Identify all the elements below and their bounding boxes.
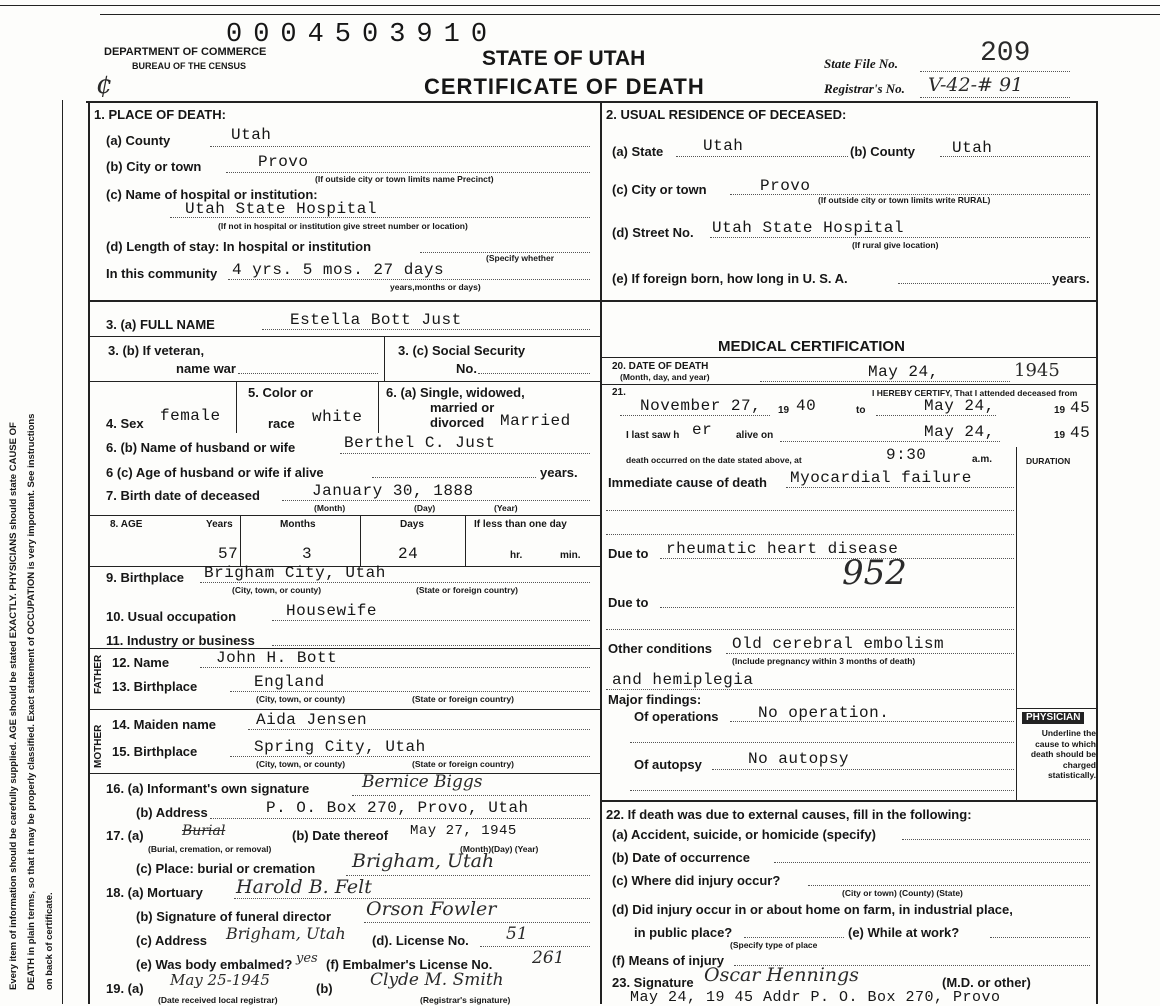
attended-from: November 27, [640, 397, 762, 415]
mother-name-line [248, 729, 590, 730]
license-label: (d). License No. [372, 933, 469, 948]
father-state-note: (State or foreign country) [412, 694, 515, 704]
res-street-note: (If rural give location) [852, 240, 939, 250]
community-length: 4 yrs. 5 mos. 27 days [232, 261, 445, 279]
birth-date-line [282, 500, 590, 501]
mother-birthplace: Spring City, Utah [254, 738, 426, 756]
operations: No operation. [758, 704, 890, 722]
ssn-line [478, 373, 590, 374]
place-heading: 1. PLACE OF DEATH: [94, 107, 226, 122]
mother-name-label: 14. Maiden name [112, 717, 217, 732]
external-e-line [990, 937, 1090, 938]
medical-heading-bottom [600, 357, 1096, 358]
major-findings-label: Major findings: [608, 692, 702, 707]
burial-note: (Burial, cremation, or removal) [148, 844, 272, 854]
father-name-line [200, 667, 590, 668]
mother-maiden-name: Aida Jensen [256, 711, 368, 729]
last-year: 45 [1070, 424, 1091, 442]
received-note: (Date received local registrar) [158, 995, 278, 1005]
age-box-top [88, 515, 600, 516]
father-birthplace-label: 13. Birthplace [112, 679, 198, 694]
mother-birth-line [230, 756, 590, 757]
informant-address-label: (b) Address [136, 805, 208, 820]
from-year-prefix: 19 [778, 405, 790, 416]
birthplace-state-note: (State or foreign country) [416, 585, 519, 595]
birth-year-note: (Year) [494, 503, 518, 513]
marital-status: Married [500, 412, 571, 430]
duration-label: DURATION [1026, 456, 1071, 466]
external-d2: in public place? [634, 925, 733, 940]
res-state-line [676, 156, 848, 157]
license-number: 51 [506, 924, 528, 944]
age-div-2 [360, 515, 361, 566]
burial-num: 17. (a) [106, 828, 144, 843]
registrar-number: V-42-# 91 [928, 74, 1024, 96]
occurred-label: death occurred on the date stated above, at [626, 455, 802, 465]
signature-date-address: May 24, 19 45 Addr P. O. Box 270, Provo [630, 989, 1001, 1006]
color-label: 5. Color or [248, 385, 314, 400]
external-b-line [774, 862, 1090, 863]
due-to-2-line [660, 607, 1014, 608]
veteran-row-divider [88, 381, 600, 382]
race: white [312, 408, 363, 426]
age-days: 24 [398, 545, 419, 563]
father-birth-line [230, 691, 590, 692]
state-title: STATE OF UTAH [482, 47, 646, 70]
operations-line-2 [630, 742, 1014, 743]
registrar-line [920, 97, 1070, 98]
ssn-no-label: No. [456, 361, 477, 376]
external-c-note: (City or town) (County) (State) [842, 888, 963, 898]
external-d2-line [744, 937, 844, 938]
registrar-label: Registrar's No. [824, 81, 905, 96]
section-divider-1 [88, 300, 1096, 302]
physician-signature: Oscar Hennings [704, 964, 859, 986]
res-state: Utah [703, 137, 744, 155]
war-label: name war [176, 361, 236, 376]
hospital-note: (If not in hospital or institution give street number or location) [218, 221, 468, 231]
form-right-border [1096, 101, 1098, 1004]
serial-number: 0004503910 [226, 20, 499, 50]
marital-label-1: 6. (a) Single, widowed, [386, 385, 525, 400]
external-a-line [902, 839, 1090, 840]
external-c: (c) Where did injury occur? [612, 873, 781, 888]
margin-border [62, 100, 63, 1004]
last-saw-date: May 24, [924, 423, 995, 441]
res-city-label: (c) City or town [612, 182, 707, 197]
immediate-line [786, 487, 1014, 488]
license-line [480, 946, 590, 947]
occupation-label: 10. Usual occupation [106, 609, 237, 624]
physician-heading: PHYSICIAN [1022, 712, 1084, 724]
funeral-director-signature: Orson Fowler [366, 898, 497, 920]
attended-to-line [876, 415, 996, 416]
sex-label: 4. Sex [106, 416, 144, 431]
birth-month-note: (Month) [314, 503, 346, 513]
alive-label: alive on [736, 430, 774, 441]
spouse-name: Berthel C. Just [344, 434, 496, 452]
burial-date-note: (Month)(Day) (Year) [460, 844, 539, 854]
signature-suffix: (M.D. or other) [942, 975, 1031, 990]
industry-label: 11. Industry or business [106, 633, 255, 648]
informant-address-line [210, 818, 590, 819]
due-to-2-label: Due to [608, 595, 649, 610]
birthplace-city-note: (City, town, or county) [232, 585, 322, 595]
burial-date-label: (b) Date thereof [292, 828, 389, 843]
autopsy-line [712, 769, 1014, 770]
registrar-b-label: (b) [316, 981, 333, 996]
death-date: May 24, [868, 363, 939, 381]
external-divider [600, 800, 1096, 802]
place-city-label: (b) City or town [106, 159, 202, 174]
state-file-line [920, 71, 1070, 72]
registrar-note: (Registrar's signature) [420, 995, 511, 1005]
community-label: In this community [106, 266, 218, 281]
hr-label: hr. [510, 550, 523, 561]
external-b: (b) Date of occurrence [612, 850, 750, 865]
top-border [0, 5, 1160, 6]
physician-box-top [1016, 708, 1096, 709]
immediate-cause-label: Immediate cause of death [608, 475, 767, 490]
marital-label-2: married or [430, 400, 495, 415]
sex: female [160, 407, 221, 425]
birth-date: January 30, 1888 [312, 482, 474, 500]
parents-bottom [88, 773, 600, 774]
race-label: race [268, 416, 295, 431]
embalmed: yes [296, 951, 318, 966]
father-name-label: 12. Name [112, 655, 170, 670]
burial-place-line [346, 875, 590, 876]
father-city-note: (City, town, or county) [256, 694, 346, 704]
hospital-name: Utah State Hospital [185, 200, 377, 218]
hospital-label: (c) Name of hospital or institution: [106, 187, 318, 202]
top-border-2 [100, 14, 1160, 15]
attended-from-line [620, 415, 770, 416]
immediate-line-3 [606, 534, 1014, 535]
due-to-2-line-2 [606, 629, 1014, 630]
last-saw-line [780, 441, 1000, 442]
medical-heading: MEDICAL CERTIFICATION [718, 338, 905, 355]
cent-mark: ¢ [96, 70, 113, 100]
other-conditions-2: and hemiplegia [612, 671, 754, 689]
age-div-3 [465, 515, 466, 566]
informant-sig-label: 16. (a) Informant's own signature [106, 781, 310, 796]
external-d: (d) Did injury occur in or about home on farm, in industrial place, [612, 902, 1013, 917]
place-county-line [210, 146, 590, 147]
birthplace-line [200, 582, 590, 583]
place-county-label: (a) County [106, 133, 171, 148]
director-line [364, 922, 590, 923]
external-c-line [808, 885, 1090, 886]
department-label: DEPARTMENT OF COMMERCE [104, 46, 267, 58]
min-label: min. [560, 550, 581, 561]
res-foreign-suffix: years. [1052, 271, 1090, 286]
war-line [238, 373, 378, 374]
community-line [228, 279, 590, 280]
age-label: 8. AGE [110, 519, 143, 530]
spouse-age-label: 6 (c) Age of husband or wife if alive [106, 465, 324, 480]
to-label: to [856, 405, 866, 416]
res-city-note: (If outside city or town limits write RURAL) [818, 195, 991, 205]
stay-label: (d) Length of stay: In hospital or institution [106, 239, 372, 254]
margin-instructions-3: on back of certificate. [44, 892, 55, 990]
age-months: 3 [302, 545, 313, 563]
operations-line [730, 721, 1014, 722]
ssn-label: 3. (c) Social Security [398, 343, 526, 358]
external-f: (f) Means of injury [612, 953, 724, 968]
embalmer-label: (f) Embalmer's License No. [326, 957, 493, 972]
margin-instructions-2: DEATH in plain terms, so that it may be properly classified. Exact statement of OCCUPATION is very important. See instructions [26, 413, 37, 990]
registrar-signature: Clyde M. Smith [370, 970, 504, 990]
death-time: 9:30 [886, 446, 927, 464]
place-city-line [226, 172, 590, 173]
res-street: Utah State Hospital [712, 219, 904, 237]
due-to-1-line [660, 558, 1014, 559]
external-a: (a) Accident, suicide, or homicide (specify) [612, 827, 876, 842]
immediate-line-2 [606, 510, 1014, 511]
veteran-divider [384, 336, 385, 381]
spouse-age-line [372, 477, 536, 478]
other-conditions-label: Other conditions [608, 641, 712, 656]
full-name-line [262, 329, 590, 330]
birth-date-label: 7. Birth date of deceased [106, 488, 260, 503]
state-file-number: 209 [980, 38, 1031, 69]
mother-city-note: (City, town, or county) [256, 759, 346, 769]
lt-day-label: If less than one day [474, 519, 567, 530]
received-date: May 25-1945 [170, 971, 270, 989]
director-label: (b) Signature of funeral director [136, 909, 332, 924]
spouse-age-suffix: years. [540, 465, 578, 480]
birth-day-note: (Day) [414, 503, 436, 513]
to-year: 45 [1070, 399, 1091, 417]
res-county: Utah [952, 139, 993, 157]
spouse-label: 6. (b) Name of husband or wife [106, 440, 296, 455]
funeral-address-label: (c) Address [136, 933, 208, 948]
res-county-label: (b) County [850, 144, 915, 159]
residence-heading: 2. USUAL RESIDENCE OF DECEASED: [606, 107, 847, 122]
from-year: 40 [796, 397, 817, 415]
mortuary-label: 18. (a) Mortuary [106, 885, 203, 900]
operations-label: Of operations [634, 709, 719, 724]
other-conditions-1: Old cerebral embolism [732, 635, 945, 653]
state-file-label: State File No. [824, 56, 899, 71]
parents-mid [88, 709, 600, 710]
occupation-line [272, 620, 590, 621]
stay-note: (Specify whether [486, 253, 555, 263]
other-line [726, 653, 1014, 654]
sex-divider [236, 381, 237, 433]
res-foreign-label: (e) If foreign born, how long in U. S. A. [612, 271, 848, 286]
other-line-2 [606, 689, 1014, 690]
mother-birthplace-label: 15. Birthplace [112, 744, 198, 759]
mortuary: Harold B. Felt [236, 876, 372, 898]
autopsy-label: Of autopsy [634, 757, 702, 772]
father-name: John H. Bott [216, 649, 338, 667]
mother-state-note: (State or foreign country) [412, 759, 515, 769]
veteran-label: 3. (b) If veteran, [108, 343, 205, 358]
attended-to: May 24, [924, 397, 995, 415]
res-state-label: (a) State [612, 144, 664, 159]
spouse-line [340, 453, 590, 454]
informant-signature: Bernice Biggs [362, 772, 483, 792]
mother-vertical-label: MOTHER [93, 724, 104, 768]
res-street-line [710, 237, 1090, 238]
immediate-cause: Myocardial failure [790, 469, 972, 487]
form-left-border [88, 101, 90, 1004]
res-street-label: (d) Street No. [612, 225, 694, 240]
burial-place: Brigham, Utah [352, 850, 495, 872]
form-top-border [86, 101, 1098, 103]
burial-date: May 27, 1945 [410, 823, 517, 839]
ampm: a.m. [972, 454, 993, 465]
race-divider [378, 381, 379, 433]
death-year: 1945 [1014, 360, 1060, 381]
industry-line [272, 645, 590, 646]
full-name-label: 3. (a) FULL NAME [106, 317, 215, 332]
parents-top [88, 648, 600, 649]
to-year-prefix: 19 [1054, 405, 1066, 416]
death-date-label: 20. DATE OF DEATH [612, 361, 709, 372]
external-e: (e) While at work? [848, 925, 960, 940]
funeral-address: Brigham, Utah [226, 924, 346, 943]
res-county-line [940, 156, 1090, 157]
father-vertical-label: FATHER [93, 654, 104, 694]
birthplace-label: 9. Birthplace [106, 570, 185, 585]
duration-column [1016, 447, 1017, 800]
physician-note: Underline the cause to which death should be charged statistically. [1030, 728, 1096, 780]
last-saw-label: I last saw h [626, 430, 680, 441]
margin-instructions-1: Every item of information should be carefully supplied. AGE should be stated EXACTLY. PHYSICIANS should state CAUSE OF [8, 422, 19, 990]
external-heading: 22. If death was due to external causes, fill in the following: [606, 807, 972, 822]
certificate-title: CERTIFICATE OF DEATH [424, 74, 705, 99]
embalmer-license: 261 [532, 948, 565, 968]
age-years: 57 [218, 545, 239, 563]
last-saw-value: er [692, 421, 713, 439]
external-d2-note: (Specify type of place [730, 940, 818, 950]
autopsy: No autopsy [748, 750, 850, 768]
occupation: Housewife [286, 602, 377, 620]
medical-line-21 [600, 384, 1096, 385]
name-row-divider [88, 336, 600, 337]
informant-address: P. O. Box 270, Provo, Utah [266, 799, 529, 817]
place-city: Provo [258, 153, 309, 171]
column-divider [600, 101, 602, 1004]
certify-text: I HEREBY CERTIFY, That I attended deceased from [872, 388, 1078, 398]
certify-num: 21. [612, 387, 626, 398]
birthplace: Brigham City, Utah [204, 564, 386, 582]
months-label: Months [280, 519, 316, 530]
death-date-line [760, 381, 1010, 382]
res-foreign-line [898, 283, 1050, 284]
due-to-1: rheumatic heart disease [666, 540, 899, 558]
last-year-prefix: 19 [1054, 430, 1066, 441]
age-div-1 [240, 515, 241, 566]
burial-value: Burial [182, 823, 226, 839]
res-city: Provo [760, 177, 811, 195]
father-birthplace: England [254, 673, 325, 691]
years-label: Years [206, 519, 233, 530]
informant-sig-line [352, 795, 590, 796]
due-to-1-label: Due to [608, 546, 649, 561]
embalmed-label: (e) Was body embalmed? [136, 957, 293, 972]
hospital-line [170, 217, 590, 218]
other-conditions-note: (Include pregnancy within 3 months of death) [732, 656, 916, 666]
marital-label-3: divorced [430, 415, 485, 430]
days-label: Days [400, 519, 424, 530]
signature-label: 23. Signature [612, 975, 694, 990]
bureau-label: BUREAU OF THE CENSUS [132, 61, 247, 71]
death-date-note: (Month, day, and year) [620, 372, 710, 382]
community-note: years,months or days) [390, 282, 481, 292]
cause-code: 952 [842, 553, 907, 593]
burial-place-label: (c) Place: burial or cremation [136, 861, 316, 876]
place-city-note: (If outside city or town limits name Precinct) [315, 174, 494, 184]
received-label: 19. (a) [106, 981, 144, 996]
autopsy-line-2 [630, 790, 1014, 791]
place-county: Utah [231, 126, 272, 144]
full-name: Estella Bott Just [290, 311, 462, 329]
